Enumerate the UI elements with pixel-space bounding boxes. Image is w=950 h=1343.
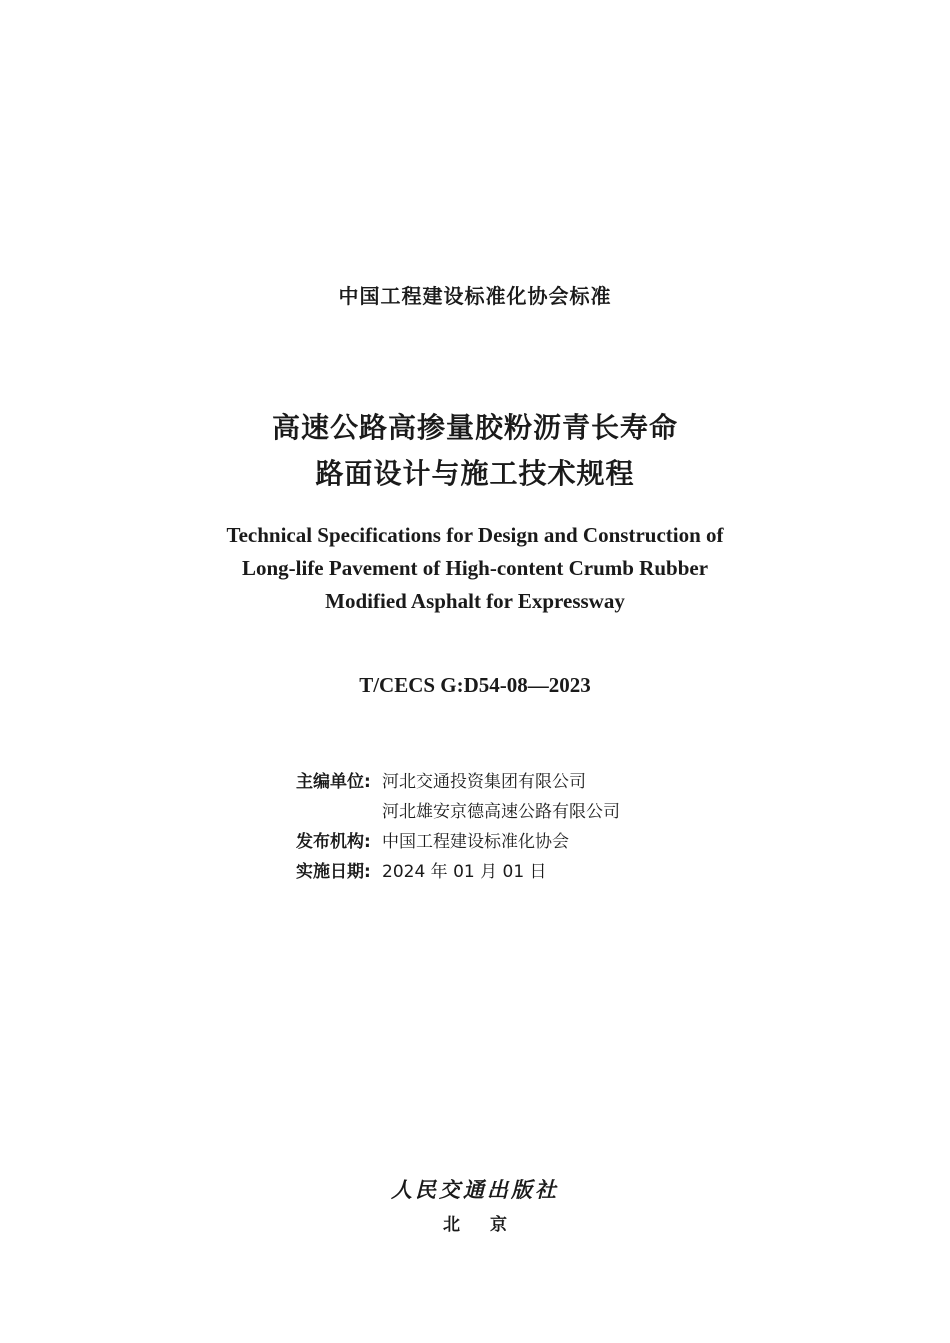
chinese-title-line-2: 路面设计与施工技术规程 xyxy=(315,457,635,490)
issuer-value: 中国工程建设标准化协会 xyxy=(382,832,569,852)
effective-date-label: 实施日期: xyxy=(296,862,371,882)
standard-code: T/CECS G:D54-08—2023 xyxy=(359,673,591,697)
editor-row xyxy=(296,767,620,797)
english-title-line-2: Long-life Pavement of High-content Crumb Rubber xyxy=(241,556,709,580)
issuer-row xyxy=(296,827,620,857)
editor-unit-1: 河北交通投资集团有限公司 xyxy=(382,772,586,792)
effective-date-row xyxy=(296,857,620,887)
editor-unit-2: 河北雄安京德高速公路有限公司 xyxy=(382,802,620,822)
publication-info xyxy=(296,767,620,887)
association-standard-heading: 中国工程建设标准化协会标准 xyxy=(338,284,612,308)
english-title-line-3: Modified Asphalt for Expressway xyxy=(325,589,625,613)
issuer-label: 发布机构: xyxy=(296,832,371,852)
editor-row-continued xyxy=(296,797,620,827)
chinese-title-line-1: 高速公路高掺量胶粉沥青长寿命 xyxy=(271,411,678,444)
editor-label: 主编单位: xyxy=(296,772,371,792)
effective-date-value: 2024 年 01 月 01 日 xyxy=(382,862,547,882)
publisher-name: 人民交通出版社 xyxy=(391,1178,559,1202)
english-title-line-1: Technical Specifications for Design and Construction of xyxy=(226,523,724,547)
publisher-city: 北 京 xyxy=(443,1215,519,1235)
